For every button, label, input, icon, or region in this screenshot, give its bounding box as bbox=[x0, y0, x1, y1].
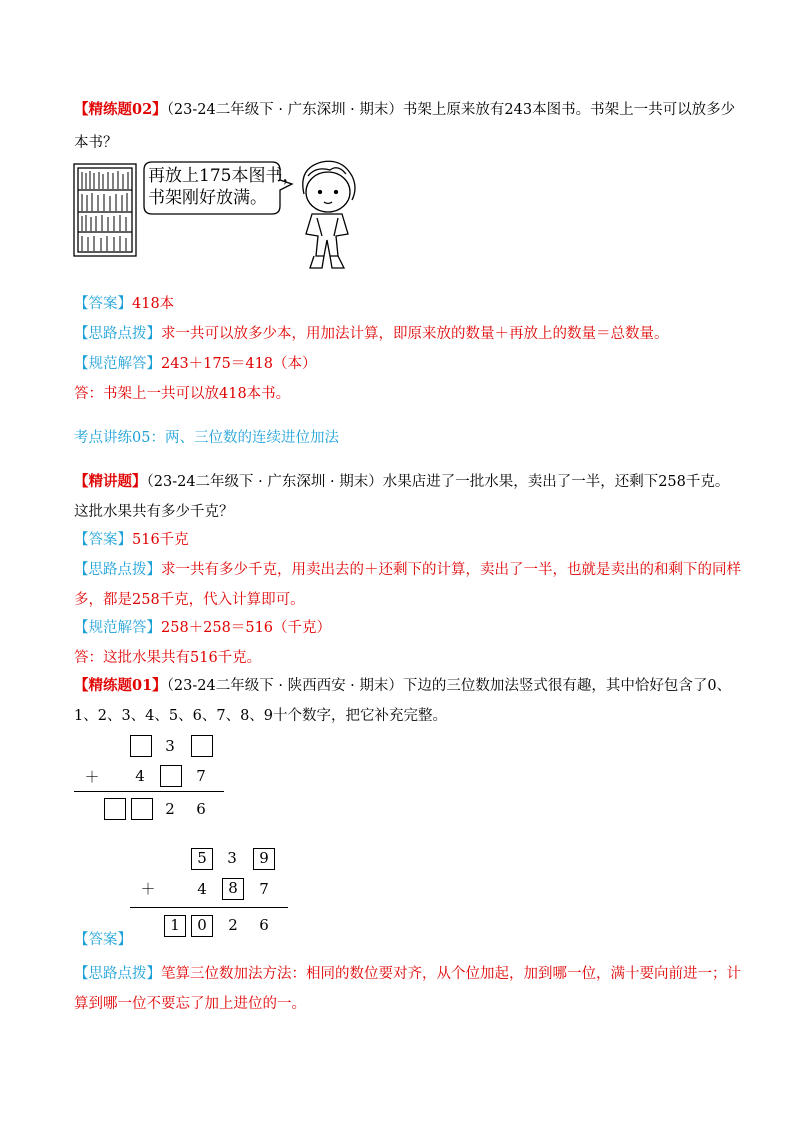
q1-solution-tag: 【规范解答】 bbox=[74, 356, 161, 372]
q1-solution: 243＋175＝418（本） bbox=[161, 356, 317, 372]
q2-answer: 516千克 bbox=[132, 532, 189, 548]
q2-tag: 【精讲题】 bbox=[74, 473, 147, 490]
q1-hint-tag: 【思路点拨】 bbox=[74, 326, 161, 342]
solved-digit: 2 bbox=[228, 916, 238, 934]
solved-digit: 6 bbox=[259, 916, 269, 934]
q1-text-a: （23-24二年级下 · 广东深圳 · 期末）书架上原来放有243本图书。书架上一共可以放多少 bbox=[166, 102, 736, 118]
q2-prompt-line1 bbox=[74, 472, 729, 492]
q1-final: 答：书架上一共可以放418本书。 bbox=[74, 386, 291, 402]
q2-hint-tag: 【思路点拨】 bbox=[74, 562, 161, 578]
q2-final: 答：这批水果共有516千克。 bbox=[74, 650, 262, 666]
q3-text-b: 1、2、3、4、5、6、7、8、9十个数字，把它补充完整。 bbox=[74, 708, 448, 724]
solved-digit: 7 bbox=[259, 880, 269, 898]
q2-hint-line bbox=[74, 560, 741, 580]
solved-digit: 3 bbox=[227, 849, 237, 867]
problem-digit: 4 bbox=[135, 767, 145, 785]
q1-hint: 求一共可以放多少本，用加法计算，即原来放的数量＋再放上的数量＝总数量。 bbox=[161, 326, 669, 342]
q2-solution: 258＋258＝516（千克） bbox=[161, 620, 332, 636]
solved-rule bbox=[130, 907, 288, 908]
speech-line1: 再放上175本图书， bbox=[148, 166, 300, 186]
bookshelf-icon bbox=[74, 164, 136, 256]
problem-plus-sign: ＋ bbox=[84, 768, 100, 786]
q1-text-b: 本书？ bbox=[74, 135, 118, 151]
q2-text-a: （23-24二年级下 · 广东深圳 · 期末）水果店进了一批水果，卖出了一半，还剩下258千克。 bbox=[146, 474, 730, 490]
q3-hint-line bbox=[74, 964, 741, 984]
q3-prompt-line1 bbox=[74, 676, 731, 696]
problem-digit: 7 bbox=[196, 767, 206, 785]
q2-answer-tag: 【答案】 bbox=[74, 532, 132, 548]
q2-hint-a: 求一共有多少千克，用卖出去的＋还剩下的计算，卖出了一半，也就是卖出的和剩下的同样 bbox=[161, 562, 741, 578]
blank-box[interactable] bbox=[160, 765, 182, 787]
q1-answer: 418本 bbox=[132, 296, 175, 312]
boy-icon bbox=[303, 161, 355, 268]
answer-digit: 8 bbox=[228, 879, 238, 897]
q3-text-a: （23-24二年级下 · 陕西西安 · 期末）下边的三位数加法竖式很有趣，其中恰好包含了0、 bbox=[166, 678, 732, 694]
answer-digit: 9 bbox=[259, 849, 269, 867]
problem-rule bbox=[74, 791, 224, 792]
q3-hint-tag: 【思路点拨】 bbox=[74, 966, 161, 982]
q1-solution-line bbox=[74, 354, 317, 374]
answer-digit: 0 bbox=[197, 916, 207, 934]
q3-hint-a: 笔算三位数加法方法：相同的数位要对齐，从个位加起，加到哪一位，满十要向前进一；计 bbox=[161, 966, 741, 982]
blank-box[interactable] bbox=[191, 735, 213, 757]
q3-answer-tag: 【答案】 bbox=[74, 932, 132, 948]
speech-line2: 书架刚好放满。 bbox=[148, 188, 267, 208]
blank-box[interactable] bbox=[104, 798, 126, 820]
q2-answer-line bbox=[74, 530, 189, 550]
q3-hint-b: 算到哪一位不要忘了加上进位的一。 bbox=[74, 996, 306, 1012]
problem-digit: 6 bbox=[196, 800, 206, 818]
q1-tag: 【精练题02】 bbox=[74, 101, 167, 118]
q2-solution-line bbox=[74, 618, 331, 638]
solved-digit: 4 bbox=[197, 880, 207, 898]
q2-text-b: 这批水果共有多少千克？ bbox=[74, 504, 234, 520]
q2-solution-tag: 【规范解答】 bbox=[74, 620, 161, 636]
problem-digit: 3 bbox=[165, 737, 175, 755]
section-title: 考点讲练05：两、三位数的连续进位加法 bbox=[74, 430, 339, 446]
q1-prompt-line1 bbox=[74, 100, 735, 120]
solved-plus-sign: ＋ bbox=[140, 880, 156, 898]
answer-digit: 5 bbox=[197, 849, 207, 867]
q3-tag: 【精练题01】 bbox=[74, 677, 167, 694]
q2-hint-b: 多，都是258千克，代入计算即可。 bbox=[74, 592, 305, 608]
problem-digit: 2 bbox=[165, 800, 175, 818]
q1-answer-tag: 【答案】 bbox=[74, 296, 132, 312]
blank-box[interactable] bbox=[130, 735, 152, 757]
answer-digit: 1 bbox=[170, 916, 180, 934]
blank-box[interactable] bbox=[131, 798, 153, 820]
q1-hint-line bbox=[74, 324, 669, 344]
q1-answer-line bbox=[74, 294, 174, 314]
